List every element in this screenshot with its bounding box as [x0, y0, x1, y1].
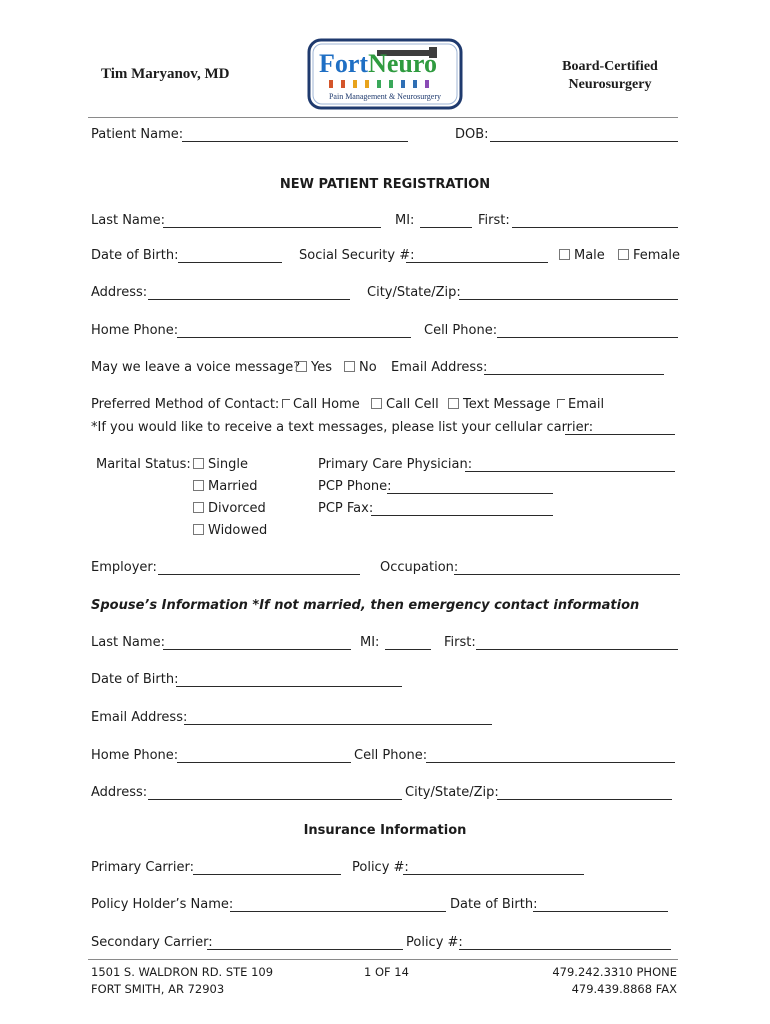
address-field[interactable] [148, 299, 350, 300]
cert-line-2: Neurosurgery [568, 77, 652, 92]
cell-phone-field[interactable] [497, 337, 678, 338]
doctor-name: Tim Maryanov, MD [101, 66, 230, 82]
pcp-fax-field[interactable] [371, 515, 553, 516]
policy-holder-field[interactable] [230, 911, 446, 912]
header-divider [88, 117, 678, 118]
email-option[interactable]: Email [557, 397, 604, 413]
spouse-mi-label: MI: [360, 635, 380, 650]
footer-contact [520, 964, 677, 998]
married-checkbox[interactable] [193, 480, 204, 491]
logo-tagline: Pain Management & Neurosurgery [328, 92, 442, 101]
board-certified [540, 58, 680, 94]
patient-name-field[interactable] [182, 141, 408, 142]
page-number: 1 OF 14 [364, 965, 409, 979]
spouse-address-label: Address: [91, 785, 148, 800]
male-option[interactable]: Male [559, 248, 605, 264]
carrier-field[interactable] [565, 434, 675, 435]
primary-carrier-field[interactable] [193, 874, 341, 875]
pcp-phone-label: PCP Phone: [318, 479, 392, 494]
spouse-csz-field[interactable] [497, 799, 672, 800]
form-title: NEW PATIENT REGISTRATION [279, 177, 491, 192]
patient-name-label: Patient Name: [91, 127, 184, 142]
secondary-carrier-label: Secondary Carrier: [91, 935, 213, 950]
policy2-field[interactable] [459, 949, 671, 950]
footer-fax: 479.439.8868 FAX [571, 982, 677, 996]
spouse-first-field[interactable] [476, 649, 678, 650]
text-message-checkbox[interactable] [448, 398, 459, 409]
call-home-checkbox[interactable] [282, 399, 290, 408]
policy2-label: Policy #: [406, 935, 463, 950]
spouse-home-phone-field[interactable] [177, 762, 351, 763]
address-label: Address: [91, 285, 148, 300]
single-option[interactable]: Single [193, 457, 248, 473]
spouse-heading: Spouse’s Information *If not married, then emergency contact information [91, 598, 640, 613]
footer-address-line-2: FORT SMITH, AR 72903 [91, 982, 225, 996]
footer-divider [88, 959, 678, 960]
employer-label: Employer: [91, 560, 157, 575]
widowed-checkbox[interactable] [193, 524, 204, 535]
widowed-option[interactable]: Widowed [193, 523, 267, 539]
call-home-option[interactable]: Call Home [282, 397, 360, 413]
first-name-field[interactable] [512, 227, 678, 228]
footer-address-line-1: 1501 S. WALDRON RD. STE 109 [91, 965, 274, 979]
spouse-email-field[interactable] [184, 724, 492, 725]
mi-label: MI: [395, 213, 415, 228]
carrier-note: *If you would like to receive a text messages, please list your cellular carrier: [91, 420, 594, 435]
cert-line-1: Board-Certified [562, 59, 658, 74]
female-option[interactable]: Female [618, 248, 680, 264]
spouse-address-field[interactable] [148, 799, 402, 800]
birth-date-field[interactable] [178, 262, 282, 263]
city-state-zip-field[interactable] [459, 299, 678, 300]
no-checkbox[interactable] [344, 361, 355, 372]
married-option[interactable]: Married [193, 479, 258, 495]
policy-holder-label: Policy Holder’s Name: [91, 897, 234, 912]
employer-field[interactable] [158, 574, 360, 575]
mi-field[interactable] [420, 227, 472, 228]
pcp-field[interactable] [465, 471, 675, 472]
fortneuro-logo [307, 38, 463, 110]
spouse-first-label: First: [444, 635, 476, 650]
home-phone-field[interactable] [177, 337, 411, 338]
divorced-checkbox[interactable] [193, 502, 204, 513]
dob-label: DOB: [455, 127, 489, 142]
footer-address [91, 964, 273, 998]
ssn-label: Social Security #: [299, 248, 415, 263]
spouse-dob-label: Date of Birth: [91, 672, 179, 687]
footer-phone: 479.242.3310 PHONE [552, 965, 677, 979]
home-phone-label: Home Phone: [91, 323, 179, 338]
female-checkbox[interactable] [618, 249, 629, 260]
voicemail-yes[interactable]: Yes [296, 360, 332, 376]
text-message-option[interactable]: Text Message [448, 397, 550, 413]
spouse-home-phone-label: Home Phone: [91, 748, 179, 763]
last-name-field[interactable] [163, 227, 381, 228]
primary-carrier-label: Primary Carrier: [91, 860, 194, 875]
contact-pref-label: Preferred Method of Contact: [91, 397, 280, 412]
city-state-zip-label: City/State/Zip: [367, 285, 461, 300]
first-name-label: First: [478, 213, 510, 228]
last-name-label: Last Name: [91, 213, 165, 228]
policy-field[interactable] [403, 874, 584, 875]
voicemail-no[interactable]: No [344, 360, 377, 376]
email-label: Email Address: [391, 360, 488, 375]
divorced-option[interactable]: Divorced [193, 501, 266, 517]
logo-fort: FortNeuro [319, 49, 437, 78]
cell-phone-label: Cell Phone: [424, 323, 498, 338]
single-checkbox[interactable] [193, 458, 204, 469]
pcp-label: Primary Care Physician: [318, 457, 473, 472]
spouse-last-name-field[interactable] [163, 649, 351, 650]
insurance-heading: Insurance Information [303, 823, 467, 838]
occupation-field[interactable] [454, 574, 680, 575]
holder-dob-label: Date of Birth: [450, 897, 538, 912]
occupation-label: Occupation: [380, 560, 459, 575]
spouse-cell-phone-field[interactable] [426, 762, 675, 763]
spouse-mi-field[interactable] [385, 649, 431, 650]
ssn-field[interactable] [406, 262, 548, 263]
spouse-csz-label: City/State/Zip: [405, 785, 499, 800]
policy-label: Policy #: [352, 860, 409, 875]
spouse-last-name-label: Last Name: [91, 635, 165, 650]
email-checkbox[interactable] [557, 399, 565, 408]
male-checkbox[interactable] [559, 249, 570, 260]
email-field[interactable] [484, 374, 664, 375]
voicemail-label: May we leave a voice message? [91, 360, 301, 375]
pcp-fax-label: PCP Fax: [318, 501, 374, 516]
spouse-email-label: Email Address: [91, 710, 188, 725]
marital-label: Marital Status: [96, 457, 191, 472]
dob-field[interactable] [490, 141, 678, 142]
spouse-cell-phone-label: Cell Phone: [354, 748, 428, 763]
holder-dob-field[interactable] [533, 911, 668, 912]
call-cell-checkbox[interactable] [371, 398, 382, 409]
pcp-phone-field[interactable] [387, 493, 553, 494]
spouse-dob-field[interactable] [176, 686, 402, 687]
birth-date-label: Date of Birth: [91, 248, 179, 263]
call-cell-option[interactable]: Call Cell [371, 397, 439, 413]
yes-checkbox[interactable] [296, 361, 307, 372]
secondary-carrier-field[interactable] [207, 949, 403, 950]
